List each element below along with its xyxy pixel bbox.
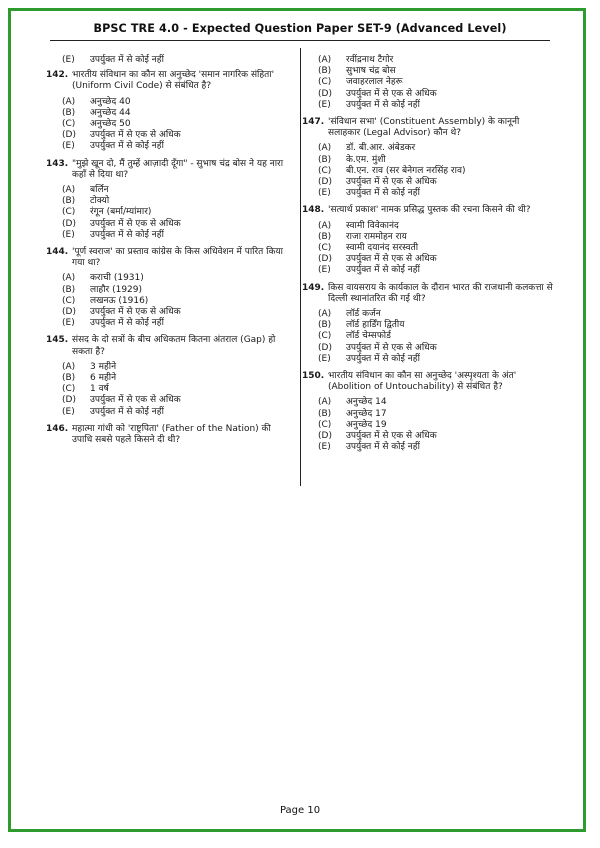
question-number: 142. [46, 70, 69, 81]
option-e [302, 354, 554, 365]
option-text: उपर्युक्त में से एक से अधिक [346, 254, 437, 265]
page-number: Page 10 [279, 805, 321, 816]
option-a [302, 397, 554, 408]
option-label: (B) [318, 231, 332, 242]
option-b [302, 66, 554, 77]
option-b [46, 373, 292, 384]
option-label: (A) [318, 220, 332, 231]
option-text: अनुच्छेद 14 [346, 397, 387, 408]
option-e [302, 442, 554, 453]
question-144 [46, 247, 292, 269]
option-label: (A) [318, 309, 332, 320]
option-e [46, 318, 292, 329]
option-label: (D) [318, 254, 332, 265]
option-label: (A) [318, 143, 332, 154]
question-145 [46, 335, 292, 357]
option-text: उपर्युक्त में से एक से अधिक [346, 177, 437, 188]
options-143 [46, 185, 292, 241]
option-text: उपर्युक्त में से कोई नहीं [90, 406, 164, 417]
question-text: 'संविधान सभा' (Constituent Assembly) के कानूनी सलाहकार (Legal Advisor) कौन थे? [328, 117, 520, 139]
option-label: (E) [318, 99, 331, 110]
option-label: (E) [318, 353, 331, 364]
option-label: (B) [318, 408, 332, 419]
options-142 [46, 97, 292, 153]
option-c [46, 207, 292, 218]
left-column [46, 55, 292, 446]
option-text: बी.एन. राव (सर बेनेगल नरसिंह राव) [346, 165, 466, 176]
question-number: 145. [46, 335, 69, 346]
option-label: (E) [318, 442, 331, 453]
option-text: उपर्युक्त में से कोई नहीं [346, 188, 420, 199]
option-label: (C) [318, 77, 332, 88]
option-a [302, 221, 554, 232]
option-d [302, 254, 554, 265]
option-label: (E) [318, 188, 331, 199]
option-text: बर्लिन [90, 185, 109, 196]
option-label: (D) [318, 431, 332, 442]
options-144 [46, 273, 292, 329]
option-label: (D) [62, 307, 76, 318]
option-e [302, 188, 554, 199]
question-146 [46, 424, 292, 446]
option-label: (C) [62, 119, 76, 130]
option-a [302, 55, 554, 66]
option-label: (D) [62, 395, 76, 406]
question-number: 147. [302, 117, 325, 128]
question-number: 143. [46, 158, 69, 169]
option-text: उपर्युक्त में से एक से अधिक [90, 395, 181, 406]
option-label: (C) [318, 419, 332, 430]
option-label: (B) [62, 284, 76, 295]
option-text: 1 वर्ष [90, 384, 109, 395]
option-text: उपर्युक्त में से कोई नहीं [346, 265, 420, 276]
question-text: 'पूर्ण स्वराज' का प्रस्ताव कांग्रेस के किस अधिवेशन में पारित किया गया था? [72, 247, 283, 269]
option-label: (D) [318, 342, 332, 353]
option-text: लॉर्ड कर्जन [346, 309, 381, 320]
option-d [302, 177, 554, 188]
option-text: उपर्युक्त में से कोई नहीं [90, 55, 164, 65]
option-text: उपर्युक्त में से एक से अधिक [346, 342, 437, 353]
option-c [46, 384, 292, 395]
option-d [46, 307, 292, 318]
option-label: (A) [318, 397, 332, 408]
question-143 [46, 159, 292, 181]
question-number: 149. [302, 282, 325, 293]
option-text: उपर्युक्त में से एक से अधिक [90, 218, 181, 229]
option-text: अनुच्छेद 40 [90, 96, 131, 107]
column-divider [300, 48, 301, 486]
options-149 [302, 309, 554, 365]
options-146 [302, 55, 554, 111]
option-d [302, 431, 554, 442]
option-text: 3 महीने [90, 361, 117, 372]
option-b [302, 320, 554, 331]
option-a [46, 97, 292, 108]
option-text: लॉर्ड हार्डिंग द्वितीय [346, 320, 405, 331]
option-c [46, 119, 292, 130]
option-c [302, 166, 554, 177]
option-text: अनुच्छेद 50 [90, 119, 131, 130]
option-label: (B) [318, 320, 332, 331]
question-number: 148. [302, 205, 325, 216]
option-label: (B) [62, 107, 76, 118]
question-text: संसद के दो सत्रों के बीच अधिकतम कितना अंतराल (Gap) हो सकता है? [72, 335, 276, 357]
option-text: उपर्युक्त में से कोई नहीं [90, 318, 164, 329]
options-148 [302, 221, 554, 277]
option-label: (E) [62, 55, 75, 65]
question-147 [302, 117, 554, 139]
option-text: राजा राममोहन राय [346, 231, 407, 242]
option-text: टोक्यो [90, 196, 110, 207]
option-text: अनुच्छेद 17 [346, 408, 387, 419]
option-d [46, 130, 292, 141]
option-label: (B) [318, 66, 332, 77]
option-d [302, 89, 554, 100]
option-text: उपर्युक्त में से कोई नहीं [346, 353, 420, 364]
option-label: (C) [62, 384, 76, 395]
question-142 [46, 70, 292, 92]
option-text: रंगून (बर्मा/म्यांमार) [90, 207, 152, 218]
option-b [302, 409, 554, 420]
question-text: किस वायसराय के कार्यकाल के दौरान भारत की राजधानी कलकत्ता से दिल्ली स्थानांतरित की गई थी? [328, 282, 553, 304]
option-text: अनुच्छेद 44 [90, 107, 131, 118]
option-e [46, 230, 292, 241]
option-text: उपर्युक्त में से कोई नहीं [346, 99, 420, 110]
options-145 [46, 362, 292, 418]
option-label: (B) [318, 154, 332, 165]
option-label: (A) [62, 185, 76, 196]
option-label: (B) [62, 373, 76, 384]
option-e [46, 141, 292, 152]
option-d [46, 219, 292, 230]
option-b [302, 155, 554, 166]
question-text: 'सत्यार्थ प्रकाश' नामक प्रसिद्ध पुस्तक की रचना किसने की थी? [328, 205, 531, 216]
option-text: अनुच्छेद 19 [346, 419, 387, 430]
option-text: कराची (1931) [90, 273, 144, 284]
option-label: (C) [318, 331, 332, 342]
option-label: (C) [318, 243, 332, 254]
option-label: (C) [62, 295, 76, 306]
question-text: महात्मा गांधी को 'राष्ट्रपिता' (Father of the Nation) की उपाधि सबसे पहले किसने दी थी? [72, 423, 271, 446]
option-label: (A) [62, 361, 76, 372]
option-text: उपर्युक्त में से कोई नहीं [90, 141, 164, 152]
question-149 [302, 283, 554, 305]
option-label: (A) [62, 273, 76, 284]
option-c [302, 77, 554, 88]
option-label: (C) [62, 207, 76, 218]
option-text: उपर्युक्त में से एक से अधिक [346, 431, 437, 442]
carry-over-option [46, 55, 292, 66]
option-text: स्वामी विवेकानंद [346, 220, 399, 231]
option-text: उपर्युक्त में से एक से अधिक [90, 130, 181, 141]
option-label: (E) [62, 229, 75, 240]
option-b [46, 285, 292, 296]
right-column [302, 55, 554, 454]
option-text: जवाहरलाल नेहरू [346, 77, 403, 88]
option-label: (C) [318, 165, 332, 176]
option-text: डॉ. बी.आर. अंबेडकर [346, 143, 416, 154]
question-text: "मुझे खून दो, मैं तुम्हें आज़ादी दूँगा" - सुभाष चंद्र बोस ने यह नारा कहाँ से दिया था? [72, 158, 284, 180]
option-text: लॉर्ड चेम्सफोर्ड [346, 331, 391, 342]
option-d [46, 395, 292, 406]
option-label: (A) [62, 96, 76, 107]
option-text: उपर्युक्त में से एक से अधिक [346, 88, 437, 99]
option-label: (A) [318, 55, 332, 65]
option-b [302, 232, 554, 243]
option-text: लाहौर (1929) [90, 284, 143, 295]
option-text: उपर्युक्त में से कोई नहीं [90, 229, 164, 240]
option-label: (D) [62, 130, 76, 141]
option-label: (E) [62, 406, 75, 417]
option-b [46, 196, 292, 207]
question-150 [302, 371, 554, 393]
option-e [302, 100, 554, 111]
option-text: सुभाष चंद्र बोस [346, 66, 396, 77]
option-label: (B) [62, 196, 76, 207]
options-150 [302, 397, 554, 453]
option-c [302, 420, 554, 431]
option-e [46, 407, 292, 418]
option-label: (D) [318, 177, 332, 188]
option-label: (E) [318, 265, 331, 276]
option-text: स्वामी दयानंद सरस्वती [346, 243, 419, 254]
option-text: 6 महीने [90, 373, 117, 384]
option-text: के.एम. मुंशी [346, 154, 386, 165]
option-e [302, 265, 554, 276]
option-text: उपर्युक्त में से एक से अधिक [90, 307, 181, 318]
question-text: भारतीय संविधान का कौन सा अनुच्छेद 'अस्पृश्यता के अंत' (Abolition of Untouchability) से संबंधित है? [328, 371, 517, 393]
option-label: (D) [318, 88, 332, 99]
option-a [302, 143, 554, 154]
question-number: 150. [302, 371, 325, 382]
option-label: (E) [62, 318, 75, 329]
question-number: 144. [46, 247, 69, 258]
option-c [302, 331, 554, 342]
page-title: BPSC TRE 4.0 - Expected Question Paper SET-9 (Advanced Level) [93, 22, 507, 35]
option-a [46, 185, 292, 196]
option-label: (D) [62, 218, 76, 229]
option-b [46, 108, 292, 119]
option-c [46, 296, 292, 307]
option-text: रवींद्रनाथ टैगोर [346, 55, 394, 65]
option-a [46, 273, 292, 284]
option-label: (E) [62, 141, 75, 152]
option-d [302, 343, 554, 354]
question-text: भारतीय संविधान का कौन सा अनुच्छेद 'समान नागरिक संहिता' (Uniform Civil Code) से संबंधित है? [72, 70, 275, 92]
option-c [302, 243, 554, 254]
question-number: 146. [46, 423, 69, 434]
question-148 [302, 205, 554, 216]
option-text: उपर्युक्त में से कोई नहीं [346, 442, 420, 453]
option-a [302, 309, 554, 320]
option-a [46, 362, 292, 373]
option-text: लखनऊ (1916) [90, 295, 149, 306]
options-147 [302, 143, 554, 199]
header-divider [50, 40, 550, 41]
